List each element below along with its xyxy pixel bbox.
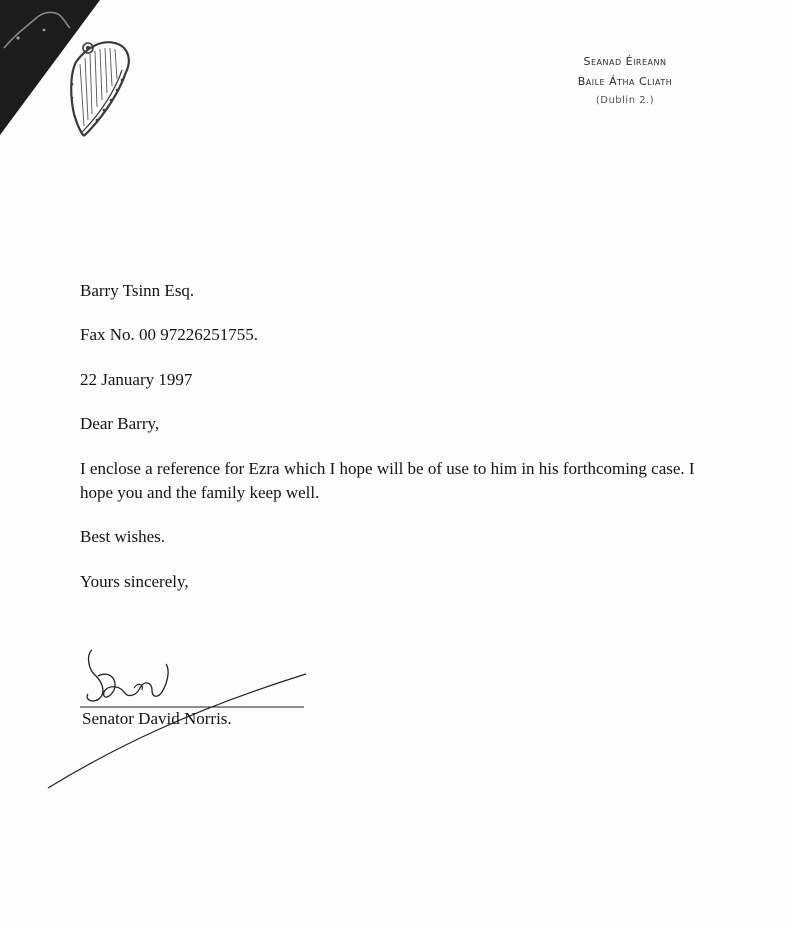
letterhead-line-1: Seanad Éireann: [583, 55, 667, 68]
signatory-name: Senator David Norris.: [82, 709, 232, 728]
closing-wishes-line: Best wishes.: [80, 527, 165, 546]
fax-line: Fax No. 00 97226251755.: [80, 325, 259, 344]
harp-emblem-icon: [62, 34, 134, 140]
body-paragraph: I enclose a reference for Ezra which I hope will be of use to him in his forthcoming case. I hope you and the family keep well.: [80, 459, 695, 502]
recipient-line: Barry Tsinn Esq.: [80, 281, 195, 300]
closing-line: Yours sincerely,: [80, 572, 189, 591]
date-line: 22 January 1997: [80, 370, 193, 389]
letterhead-line-2: Baile Átha Cliath: [577, 75, 673, 88]
letterhead-address: [535, 52, 715, 110]
letterhead-line-3: (Dublin 2.): [595, 95, 655, 106]
salutation-line: Dear Barry,: [80, 414, 160, 433]
